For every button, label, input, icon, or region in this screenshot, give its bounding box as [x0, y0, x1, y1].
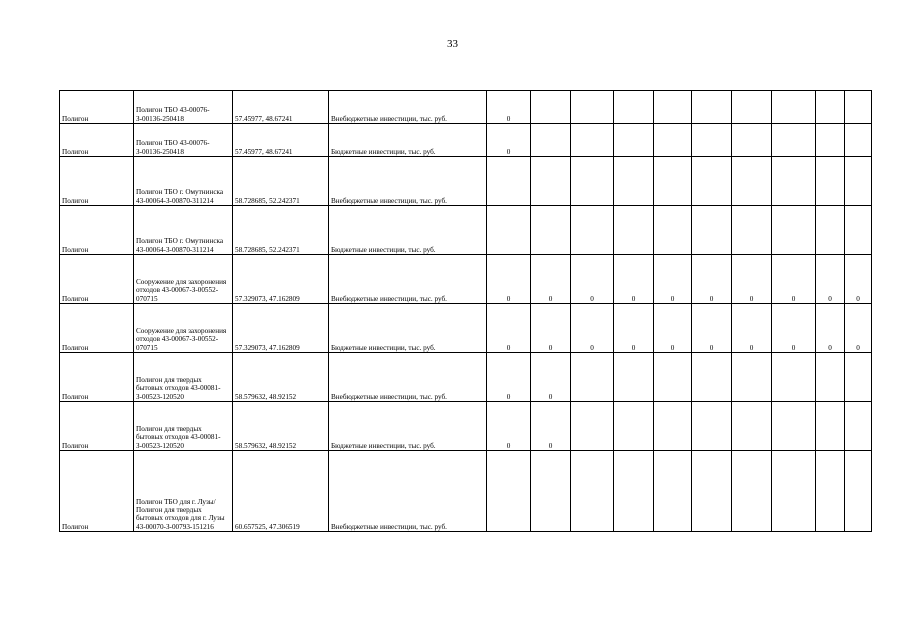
table-row [60, 353, 872, 402]
value-cell [614, 451, 654, 532]
value-cell [487, 206, 531, 255]
value-cell [614, 402, 654, 451]
value-cell [614, 206, 654, 255]
funding-type-cell: Внебюджетные инвестиции, тыс. руб. [329, 255, 487, 304]
value-cell [571, 91, 614, 124]
value-cell [772, 402, 816, 451]
coordinates-cell: 58.728685, 52.242371 [233, 206, 329, 255]
value-cell [654, 157, 692, 206]
value-cell [732, 206, 772, 255]
value-cell: 0 [571, 255, 614, 304]
table-row [60, 91, 872, 124]
value-cell [654, 451, 692, 532]
object-type-cell: Полигон [60, 304, 134, 353]
page-number: 33 [447, 38, 458, 50]
value-cell: 0 [614, 255, 654, 304]
investment-table [59, 90, 872, 532]
value-cell [531, 91, 571, 124]
value-cell [614, 157, 654, 206]
value-cell: 0 [732, 255, 772, 304]
value-cell [571, 206, 614, 255]
object-type-cell: Полигон [60, 402, 134, 451]
value-cell [487, 157, 531, 206]
coordinates-cell: 57.329073, 47.162809 [233, 304, 329, 353]
coordinates-cell: 58.579632, 48.92152 [233, 353, 329, 402]
value-cell [732, 353, 772, 402]
value-cell: 0 [487, 353, 531, 402]
value-cell [816, 402, 845, 451]
value-cell [531, 124, 571, 157]
object-name-cell: Полигон ТБО для г. Лузы/ Полигон для твердых бытовых отходов для г. Лузы 43-00070-З-00793-151216 [134, 451, 233, 532]
value-cell: 0 [487, 304, 531, 353]
value-cell: 0 [816, 304, 845, 353]
object-type-cell: Полигон [60, 124, 134, 157]
value-cell [614, 91, 654, 124]
value-cell [614, 353, 654, 402]
value-cell [772, 353, 816, 402]
value-cell [732, 451, 772, 532]
value-cell [654, 402, 692, 451]
value-cell [845, 91, 872, 124]
value-cell [654, 353, 692, 402]
value-cell [654, 124, 692, 157]
value-cell [845, 353, 872, 402]
funding-type-cell: Бюджетные инвестиции, тыс. руб. [329, 206, 487, 255]
value-cell: 0 [531, 255, 571, 304]
value-cell [531, 451, 571, 532]
value-cell: 0 [571, 304, 614, 353]
value-cell [571, 402, 614, 451]
value-cell [732, 91, 772, 124]
table-row [60, 255, 872, 304]
object-name-cell: Сооружение для захоронения отходов 43-00067-З-00552-070715 [134, 255, 233, 304]
object-name-cell: Полигон ТБО г. Омутнинска 43-00064-З-00870-311214 [134, 206, 233, 255]
table-row [60, 206, 872, 255]
value-cell [772, 451, 816, 532]
value-cell: 0 [732, 304, 772, 353]
value-cell [845, 157, 872, 206]
value-cell [692, 157, 732, 206]
table-row [60, 402, 872, 451]
value-cell [692, 451, 732, 532]
value-cell [531, 206, 571, 255]
object-name-cell: Полигон для твердых бытовых отходов 43-00081-З-00523-120520 [134, 402, 233, 451]
object-type-cell: Полигон [60, 451, 134, 532]
table-row [60, 451, 872, 532]
table-row [60, 157, 872, 206]
object-type-cell: Полигон [60, 157, 134, 206]
value-cell [692, 353, 732, 402]
value-cell [816, 91, 845, 124]
value-cell: 0 [614, 304, 654, 353]
value-cell: 0 [845, 255, 872, 304]
value-cell [845, 206, 872, 255]
value-cell: 0 [772, 304, 816, 353]
value-cell: 0 [487, 124, 531, 157]
value-cell: 0 [816, 255, 845, 304]
value-cell: 0 [531, 304, 571, 353]
funding-type-cell: Внебюджетные инвестиции, тыс. руб. [329, 353, 487, 402]
table-row [60, 304, 872, 353]
object-name-cell: Полигон для твердых бытовых отходов 43-00081-З-00523-120520 [134, 353, 233, 402]
value-cell [816, 206, 845, 255]
value-cell [571, 157, 614, 206]
table-body [60, 91, 872, 532]
object-type-cell: Полигон [60, 353, 134, 402]
value-cell [845, 402, 872, 451]
value-cell [732, 124, 772, 157]
value-cell [531, 157, 571, 206]
value-cell [571, 124, 614, 157]
object-type-cell: Полигон [60, 91, 134, 124]
value-cell [692, 402, 732, 451]
value-cell [692, 124, 732, 157]
value-cell: 0 [531, 402, 571, 451]
coordinates-cell: 58.728685, 52.242371 [233, 157, 329, 206]
funding-type-cell: Бюджетные инвестиции, тыс. руб. [329, 124, 487, 157]
funding-type-cell: Бюджетные инвестиции, тыс. руб. [329, 304, 487, 353]
value-cell [732, 157, 772, 206]
funding-type-cell: Внебюджетные инвестиции, тыс. руб. [329, 157, 487, 206]
value-cell: 0 [487, 91, 531, 124]
value-cell [487, 451, 531, 532]
coordinates-cell: 60.657525, 47.306519 [233, 451, 329, 532]
value-cell [654, 91, 692, 124]
value-cell: 0 [772, 255, 816, 304]
value-cell [772, 91, 816, 124]
value-cell [816, 451, 845, 532]
value-cell: 0 [654, 304, 692, 353]
object-name-cell: Полигон ТБО 43-00076-З-00136-250418 [134, 124, 233, 157]
value-cell [816, 124, 845, 157]
funding-type-cell: Внебюджетные инвестиции, тыс. руб. [329, 451, 487, 532]
object-name-cell: Полигон ТБО г. Омутнинска 43-00064-З-00870-311214 [134, 157, 233, 206]
object-type-cell: Полигон [60, 255, 134, 304]
value-cell [692, 91, 732, 124]
value-cell: 0 [487, 402, 531, 451]
value-cell [654, 206, 692, 255]
object-name-cell: Сооружение для захоронения отходов 43-00067-З-00552-070715 [134, 304, 233, 353]
value-cell [571, 451, 614, 532]
value-cell [845, 451, 872, 532]
value-cell [571, 353, 614, 402]
value-cell [816, 157, 845, 206]
object-type-cell: Полигон [60, 206, 134, 255]
table-row [60, 124, 872, 157]
value-cell: 0 [654, 255, 692, 304]
value-cell [772, 206, 816, 255]
coordinates-cell: 58.579632, 48.92152 [233, 402, 329, 451]
value-cell: 0 [487, 255, 531, 304]
value-cell: 0 [692, 304, 732, 353]
object-name-cell: Полигон ТБО 43-00076-З-00136-250418 [134, 91, 233, 124]
funding-type-cell: Внебюджетные инвестиции, тыс. руб. [329, 91, 487, 124]
value-cell: 0 [845, 304, 872, 353]
value-cell: 0 [692, 255, 732, 304]
coordinates-cell: 57.45977, 48.67241 [233, 91, 329, 124]
value-cell [772, 124, 816, 157]
value-cell [692, 206, 732, 255]
value-cell [772, 157, 816, 206]
funding-type-cell: Бюджетные инвестиции, тыс. руб. [329, 402, 487, 451]
value-cell [845, 124, 872, 157]
coordinates-cell: 57.45977, 48.67241 [233, 124, 329, 157]
coordinates-cell: 57.329073, 47.162809 [233, 255, 329, 304]
value-cell [732, 402, 772, 451]
value-cell [614, 124, 654, 157]
value-cell [816, 353, 845, 402]
value-cell: 0 [531, 353, 571, 402]
